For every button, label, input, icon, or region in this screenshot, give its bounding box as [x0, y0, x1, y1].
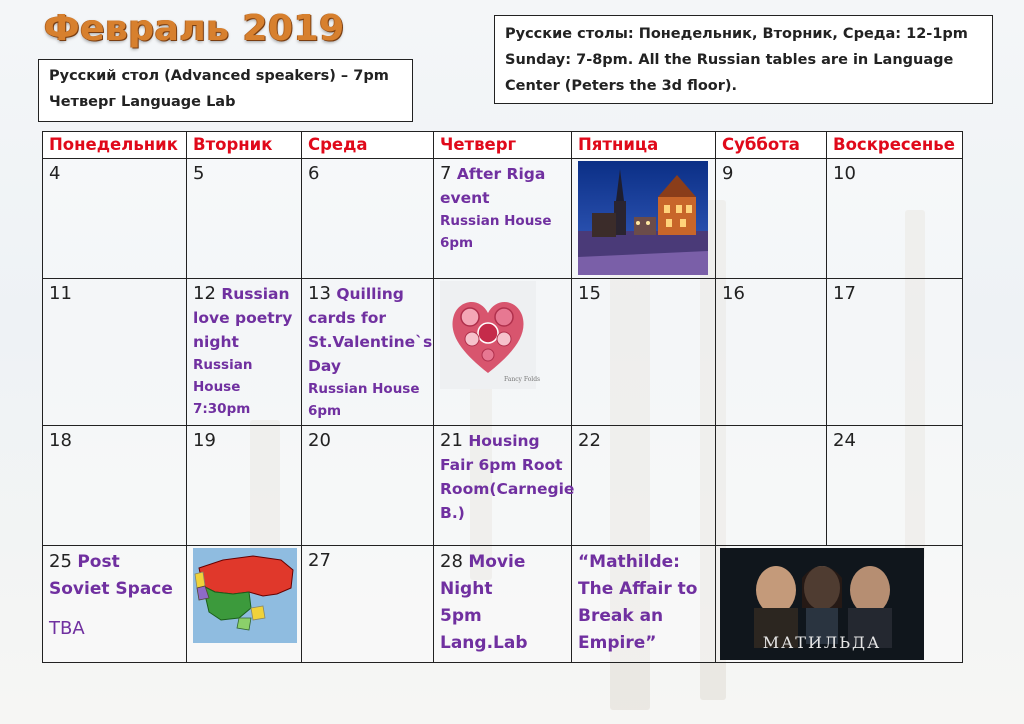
- day-cell: [827, 159, 963, 279]
- week-row-1: [43, 159, 963, 279]
- advanced-table-note: [38, 59, 413, 122]
- day-cell: [827, 279, 963, 426]
- event-title-line-1: Movie: [468, 552, 526, 572]
- weekday-saturday: Суббота: [716, 132, 827, 159]
- event-title: Russian love poetry night: [193, 285, 293, 351]
- day-cell: [302, 426, 434, 546]
- event-title: Housing Fair 6pm Root Room(Carnegie B.): [440, 432, 575, 522]
- week-row-4: [43, 546, 963, 663]
- day-cell: [187, 279, 302, 426]
- event-title: After Riga event: [440, 165, 546, 207]
- weekday-tuesday: Вторник: [187, 132, 302, 159]
- day-number: 13: [308, 283, 331, 304]
- film-title: “Mathilde: The Affair to Break an Empire”: [578, 552, 698, 653]
- day-cell: [827, 426, 963, 546]
- weekday-friday: Пятница: [572, 132, 716, 159]
- day-number: 15: [578, 283, 601, 304]
- day-number: 9: [722, 163, 734, 184]
- page-title: Февраль 2019: [44, 8, 345, 49]
- weekday-header-row: [43, 132, 963, 159]
- event-place: Russian House 6pm: [308, 381, 420, 419]
- day-number: 20: [308, 430, 331, 451]
- event-place: Russian House 6pm: [440, 213, 552, 251]
- day-number: 28: [440, 551, 463, 572]
- weekday-wednesday: Среда: [302, 132, 434, 159]
- weekday-thursday: Четверг: [434, 132, 572, 159]
- event-time: 5pm: [440, 606, 482, 626]
- russia-map-image: [193, 548, 297, 643]
- day-number: 4: [49, 163, 61, 184]
- day-number: 25: [49, 551, 72, 572]
- day-cell: [187, 426, 302, 546]
- russian-tables-note: [494, 15, 993, 104]
- day-number: 18: [49, 430, 72, 451]
- advanced-note-line-1: Русский стол (Advanced speakers) – 7pm: [49, 68, 389, 84]
- day-cell: [716, 159, 827, 279]
- day-number: 24: [833, 430, 856, 451]
- day-number: 19: [193, 430, 216, 451]
- tables-note-line-1: Русские столы: Понедельник, Вторник, Среда: 12-1pm: [505, 26, 968, 42]
- day-number: 12: [193, 283, 216, 304]
- weekday-monday: Понедельник: [43, 132, 187, 159]
- weekday-sunday: Воскресенье: [827, 132, 963, 159]
- day-cell: [434, 159, 572, 279]
- day-number: 17: [833, 283, 856, 304]
- riga-night-photo: [578, 161, 708, 275]
- quilling-heart-image: [440, 281, 541, 389]
- day-cell: [716, 546, 963, 663]
- event-title: Post Soviet Space: [49, 552, 173, 599]
- week-row-3: [43, 426, 963, 546]
- day-cell: [302, 159, 434, 279]
- day-number: 5: [193, 163, 205, 184]
- day-cell: [434, 546, 572, 663]
- day-cell: [43, 546, 187, 663]
- day-cell: [43, 279, 187, 426]
- day-cell: [187, 159, 302, 279]
- day-cell: [716, 426, 827, 546]
- event-title-line-2: Night: [440, 579, 493, 599]
- poster-title: МАТИЛЬДА: [762, 633, 882, 652]
- day-cell: [302, 279, 434, 426]
- day-number: 6: [308, 163, 320, 184]
- day-number: 7: [440, 163, 452, 184]
- event-title: Quilling cards for St.Valentine`s Day: [308, 285, 433, 375]
- day-number: 22: [578, 430, 601, 451]
- heart-signature: Fancy Folds: [504, 376, 541, 383]
- event-place: Lang.Lab: [440, 633, 528, 653]
- day-number: 16: [722, 283, 745, 304]
- day-number: 27: [308, 550, 331, 571]
- day-cell: [43, 426, 187, 546]
- advanced-note-line-2: Четверг Language Lab: [49, 94, 236, 110]
- tables-note-line-3: Center (Peters the 3d floor).: [505, 78, 738, 94]
- day-cell: [302, 546, 434, 663]
- day-cell: [43, 159, 187, 279]
- week-row-2: [43, 279, 963, 426]
- event-place: Russian House 7:30pm: [193, 357, 253, 417]
- day-cell: [434, 279, 572, 426]
- day-number: 11: [49, 283, 72, 304]
- day-cell: [434, 426, 575, 546]
- day-cell: [572, 426, 716, 546]
- day-cell: [572, 159, 716, 279]
- day-cell: [572, 546, 716, 663]
- calendar-grid: [42, 131, 963, 663]
- day-number: 21: [440, 430, 463, 451]
- day-cell: [187, 546, 302, 663]
- tables-note-line-2: Sunday: 7-8pm. All the Russian tables are in Language: [505, 52, 954, 68]
- day-number: 10: [833, 163, 856, 184]
- day-cell: [716, 279, 827, 426]
- matilda-movie-poster: [720, 548, 924, 660]
- event-note: TBA: [49, 618, 85, 639]
- day-cell: [572, 279, 716, 426]
